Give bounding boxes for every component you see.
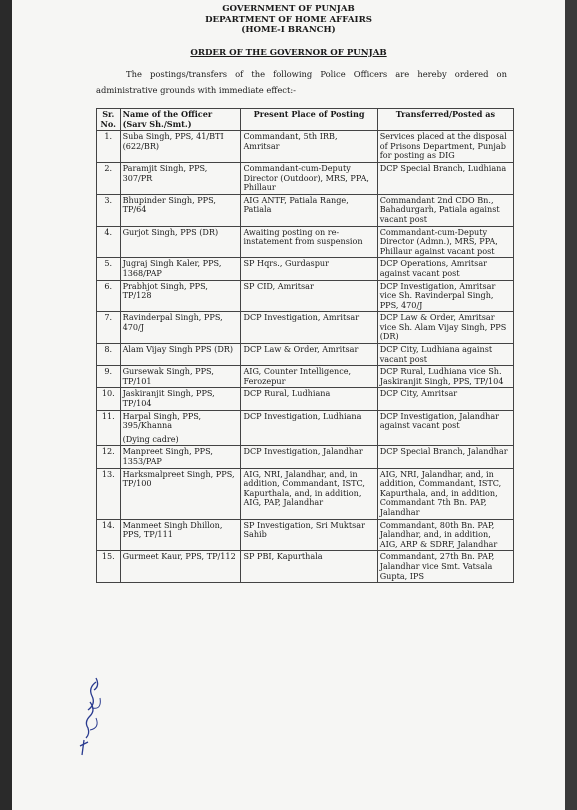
- header-sr-no: Sr. No.: [97, 109, 121, 131]
- cell-transferred-as: [377, 226, 513, 258]
- table-row: [97, 388, 514, 410]
- cell-officer-name-text: Manmeet Singh Dhillon, PPS, TP/111: [122, 519, 223, 540]
- cell-present-posting-text: Commandant, 5th IRB, Amritsar: [243, 131, 338, 151]
- cell-sr-no-text: 14.: [101, 519, 115, 530]
- cell-sr-no: [97, 258, 121, 280]
- cell-present-posting-text: SP Hqrs., Gurdaspur: [243, 258, 329, 269]
- table-row: [97, 226, 514, 258]
- cell-transferred-as-text: DCP Rural, Ludhiana vice Sh. Jaskiranjit Singh, PPS, TP/104: [379, 366, 504, 386]
- cell-officer-name-text: Suba Singh, PPS, 41/BTI (622/BR): [122, 131, 224, 151]
- cell-sr-no-text: 15.: [101, 551, 115, 562]
- cell-present-posting-text: Awaiting posting on re-instatement from suspension: [243, 226, 363, 247]
- cell-present-posting-text: SP PBI, Kapurthala: [243, 551, 323, 562]
- cell-officer-name: [120, 194, 241, 226]
- cell-sr-no-text: 12.: [101, 446, 115, 457]
- cell-sr-no-text: 10.: [101, 388, 115, 399]
- cell-officer-name-text: Gurmeet Kaur, PPS, TP/112: [122, 551, 236, 562]
- cell-sr-no-text: 5.: [104, 258, 113, 269]
- cell-sr-no: [97, 551, 121, 583]
- cell-sr-no: [97, 162, 121, 194]
- order-title: ORDER OF THE GOVERNOR OF PUNJAB: [190, 47, 387, 58]
- cell-transferred-as-text: Commandant, 27th Bn. PAP, Jalandhar vice Smt. Vatsala Gupta, IPS: [379, 551, 495, 581]
- cell-transferred-as: [377, 366, 513, 388]
- document-page: [12, 0, 565, 810]
- cell-transferred-as-text: DCP Operations, Amritsar against vacant post: [379, 258, 488, 278]
- cell-sr-no: [97, 410, 121, 446]
- cell-present-posting-text: DCP Law & Order, Amritsar: [243, 344, 359, 355]
- cell-present-posting: [241, 280, 377, 312]
- cell-transferred-as: [377, 468, 513, 519]
- cell-sr-no: [97, 468, 121, 519]
- cell-sr-no: [97, 519, 121, 551]
- cell-transferred-as-text: DCP Special Branch, Jalandhar: [379, 446, 508, 457]
- cell-sr-no-text: 6.: [104, 280, 113, 291]
- cell-sr-no-text: 7.: [104, 312, 113, 323]
- cell-sr-no: [97, 280, 121, 312]
- cell-present-posting: [241, 468, 377, 519]
- cell-present-posting-text: Commandant-cum-Deputy Director (Outdoor), MRS, PPA, Phillaur: [243, 162, 369, 193]
- cell-sr-no: [97, 226, 121, 258]
- cell-present-posting-text: AIG, NRI, Jalandhar, and, in addition, Commandant, ISTC, Kapurthala, and, in addition, AIG, PAP, Jalandhar: [243, 468, 365, 508]
- cell-sr-no-text: 2.: [104, 162, 113, 173]
- cell-officer-name: [120, 312, 241, 344]
- cell-officer-name-text: Jaskiranjit Singh, PPS, TP/104: [122, 388, 215, 409]
- cell-officer-name-text: Gurjot Singh, PPS (DR): [122, 226, 219, 237]
- cell-sr-no-text: 13.: [101, 468, 115, 479]
- cell-present-posting: [241, 194, 377, 226]
- cell-transferred-as: [377, 312, 513, 344]
- cell-transferred-as: [377, 344, 513, 366]
- cell-present-posting: [241, 410, 377, 446]
- cell-transferred-as: [377, 519, 513, 551]
- cell-transferred-as: [377, 410, 513, 446]
- cell-officer-name: [120, 410, 241, 446]
- cell-sr-no: [97, 366, 121, 388]
- cell-present-posting: [241, 131, 377, 163]
- cell-officer-name-text: Bhupinder Singh, PPS, TP/64: [122, 194, 216, 215]
- cell-transferred-as: [377, 280, 513, 312]
- cell-sr-no-text: 4.: [104, 226, 113, 237]
- header-line-3: (HOME-I BRANCH): [241, 25, 336, 35]
- header-line-1: GOVERNMENT OF PUNJAB: [222, 4, 355, 14]
- table-header-row: [97, 109, 514, 131]
- table-row: [97, 344, 514, 366]
- cell-present-posting-text: AIG, Counter Intelligence, Ferozepur: [243, 366, 352, 386]
- cell-sr-no-text: 8.: [104, 344, 113, 355]
- cell-officer-name-text: Manpreet Singh, PPS, 1353/PAP: [122, 446, 213, 466]
- cell-sr-no: [97, 446, 121, 468]
- cell-officer-name-text: Harksmalpreet Singh, PPS, TP/100: [122, 468, 235, 489]
- table-row: [97, 446, 514, 468]
- cell-present-posting-text: DCP Investigation, Ludhiana: [243, 410, 362, 421]
- cell-sr-no-text: 9.: [104, 366, 113, 377]
- cell-officer-name: [120, 519, 241, 551]
- page-edge-shadow: [0, 0, 12, 810]
- cell-transferred-as: [377, 551, 513, 583]
- cell-transferred-as-text: Commandant 2nd CDO Bn., Bahadurgarh, Patiala against vacant post: [379, 194, 500, 224]
- cell-officer-name: [120, 226, 241, 258]
- table-row: [97, 280, 514, 312]
- cell-present-posting-text: DCP Rural, Ludhiana: [243, 388, 331, 399]
- cell-officer-name-text: Alam Vijay Singh PPS (DR): [122, 344, 234, 355]
- cell-present-posting: [241, 551, 377, 583]
- cell-present-posting: [241, 366, 377, 388]
- cell-present-posting-text: AIG ANTF, Patiala Range, Patiala: [243, 194, 349, 215]
- cell-present-posting: [241, 446, 377, 468]
- cell-transferred-as: [377, 162, 513, 194]
- cell-sr-no: [97, 194, 121, 226]
- cell-officer-name-text: Gursewak Singh, PPS, TP/101: [122, 366, 214, 386]
- cell-sr-no: [97, 131, 121, 163]
- table-row: [97, 162, 514, 194]
- cell-officer-name-text: Prabhjot Singh, PPS, TP/128: [122, 280, 208, 301]
- cell-present-posting-text: SP Investigation, Sri Muktsar Sahib: [243, 519, 365, 540]
- cell-sr-no-text: 1.: [104, 131, 113, 142]
- cell-present-posting: [241, 162, 377, 194]
- cell-sr-no-text: 11.: [101, 410, 115, 421]
- cell-present-posting: [241, 312, 377, 344]
- cell-present-posting: [241, 344, 377, 366]
- cell-officer-name-text: Jugraj Singh Kaler, PPS, 1368/PAP: [122, 258, 222, 278]
- table-row: [97, 410, 514, 446]
- table-row: [97, 258, 514, 280]
- cell-sr-no: [97, 388, 121, 410]
- table-row: [97, 519, 514, 551]
- cell-officer-name: [120, 551, 241, 583]
- cell-present-posting: [241, 226, 377, 258]
- cell-transferred-as-text: Services placed at the disposal of Prisons Department, Punjab for posting as DIG: [379, 131, 507, 161]
- table-row: [97, 194, 514, 226]
- cell-transferred-as: [377, 258, 513, 280]
- cell-sr-no: [97, 312, 121, 344]
- cell-transferred-as-text: DCP Special Branch, Ludhiana: [379, 162, 507, 173]
- cell-transferred-as-text: DCP Investigation, Jalandhar against vacant post: [379, 410, 500, 431]
- cell-present-posting: [241, 258, 377, 280]
- cell-officer-name: [120, 258, 241, 280]
- cell-transferred-as: [377, 194, 513, 226]
- cell-transferred-as: [377, 388, 513, 410]
- cell-officer-name: [120, 131, 241, 163]
- cell-transferred-as-text: DCP Law & Order, Amritsar vice Sh. Alam Vijay Singh, PPS (DR): [379, 312, 507, 342]
- cell-officer-name: [120, 446, 241, 468]
- cell-transferred-as-text: DCP City, Amritsar: [379, 388, 458, 399]
- cell-transferred-as-text: DCP Investigation, Amritsar vice Sh. Ravinderpal Singh, PPS, 470/J: [379, 280, 496, 310]
- table-row: [97, 366, 514, 388]
- cell-sr-no: [97, 344, 121, 366]
- table-row: [97, 468, 514, 519]
- cell-officer-name-text: Ravinderpal Singh, PPS, 470/J: [122, 312, 223, 332]
- cell-transferred-as-text: AIG, NRI, Jalandhar, and, in addition, Commandant, ISTC, Kapurthala, and, in addition, Commandant 7th Bn. PAP, Jalandhar: [379, 468, 502, 517]
- cell-present-posting-text: DCP Investigation, Amritsar: [243, 312, 360, 323]
- cell-present-posting: [241, 388, 377, 410]
- cell-officer-note: (Dying cadre): [122, 433, 179, 444]
- cell-sr-no-text: 3.: [104, 194, 113, 205]
- cell-present-posting-text: SP CID, Amritsar: [243, 280, 314, 291]
- cell-transferred-as-text: DCP City, Ludhiana against vacant post: [379, 344, 493, 364]
- header-present-posting: Present Place of Posting: [241, 109, 377, 131]
- signature: [72, 660, 112, 760]
- header-officer-name: Name of the Officer (Sarv Sh./Smt.): [120, 109, 241, 131]
- header-line-2: DEPARTMENT OF HOME AFFAIRS: [205, 14, 372, 25]
- intro-paragraph: The postings/transfers of the following Police Officers are hereby ordered on administrative grounds with immediate effect:-: [96, 68, 507, 95]
- cell-present-posting: [241, 519, 377, 551]
- table-row: [97, 312, 514, 344]
- table-row: [97, 551, 514, 583]
- cell-officer-name-text: Paramjit Singh, PPS, 307/PR: [122, 162, 208, 183]
- cell-transferred-as: [377, 131, 513, 163]
- cell-officer-name-text: Harpal Singh, PPS, 395/Khanna: [122, 410, 202, 431]
- document-header: [12, 0, 565, 36]
- cell-transferred-as-text: Commandant, 80th Bn. PAP, Jalandhar, and, in addition, AIG, ARP & SDRF, Jalandhar: [379, 519, 498, 549]
- cell-officer-name: [120, 388, 241, 410]
- cell-officer-name: [120, 280, 241, 312]
- cell-officer-name: [120, 366, 241, 388]
- cell-officer-name: [120, 468, 241, 519]
- cell-transferred-as: [377, 446, 513, 468]
- postings-table: [96, 108, 514, 583]
- cell-transferred-as-text: Commandant-cum-Deputy Director (Admn.), MRS, PPA, Phillaur against vacant post: [379, 226, 498, 256]
- cell-present-posting-text: DCP Investigation, Jalandhar: [243, 446, 363, 457]
- header-transferred-as: Transferred/Posted as: [377, 109, 513, 131]
- table-row: [97, 131, 514, 163]
- cell-officer-name: [120, 162, 241, 194]
- cell-officer-name: [120, 344, 241, 366]
